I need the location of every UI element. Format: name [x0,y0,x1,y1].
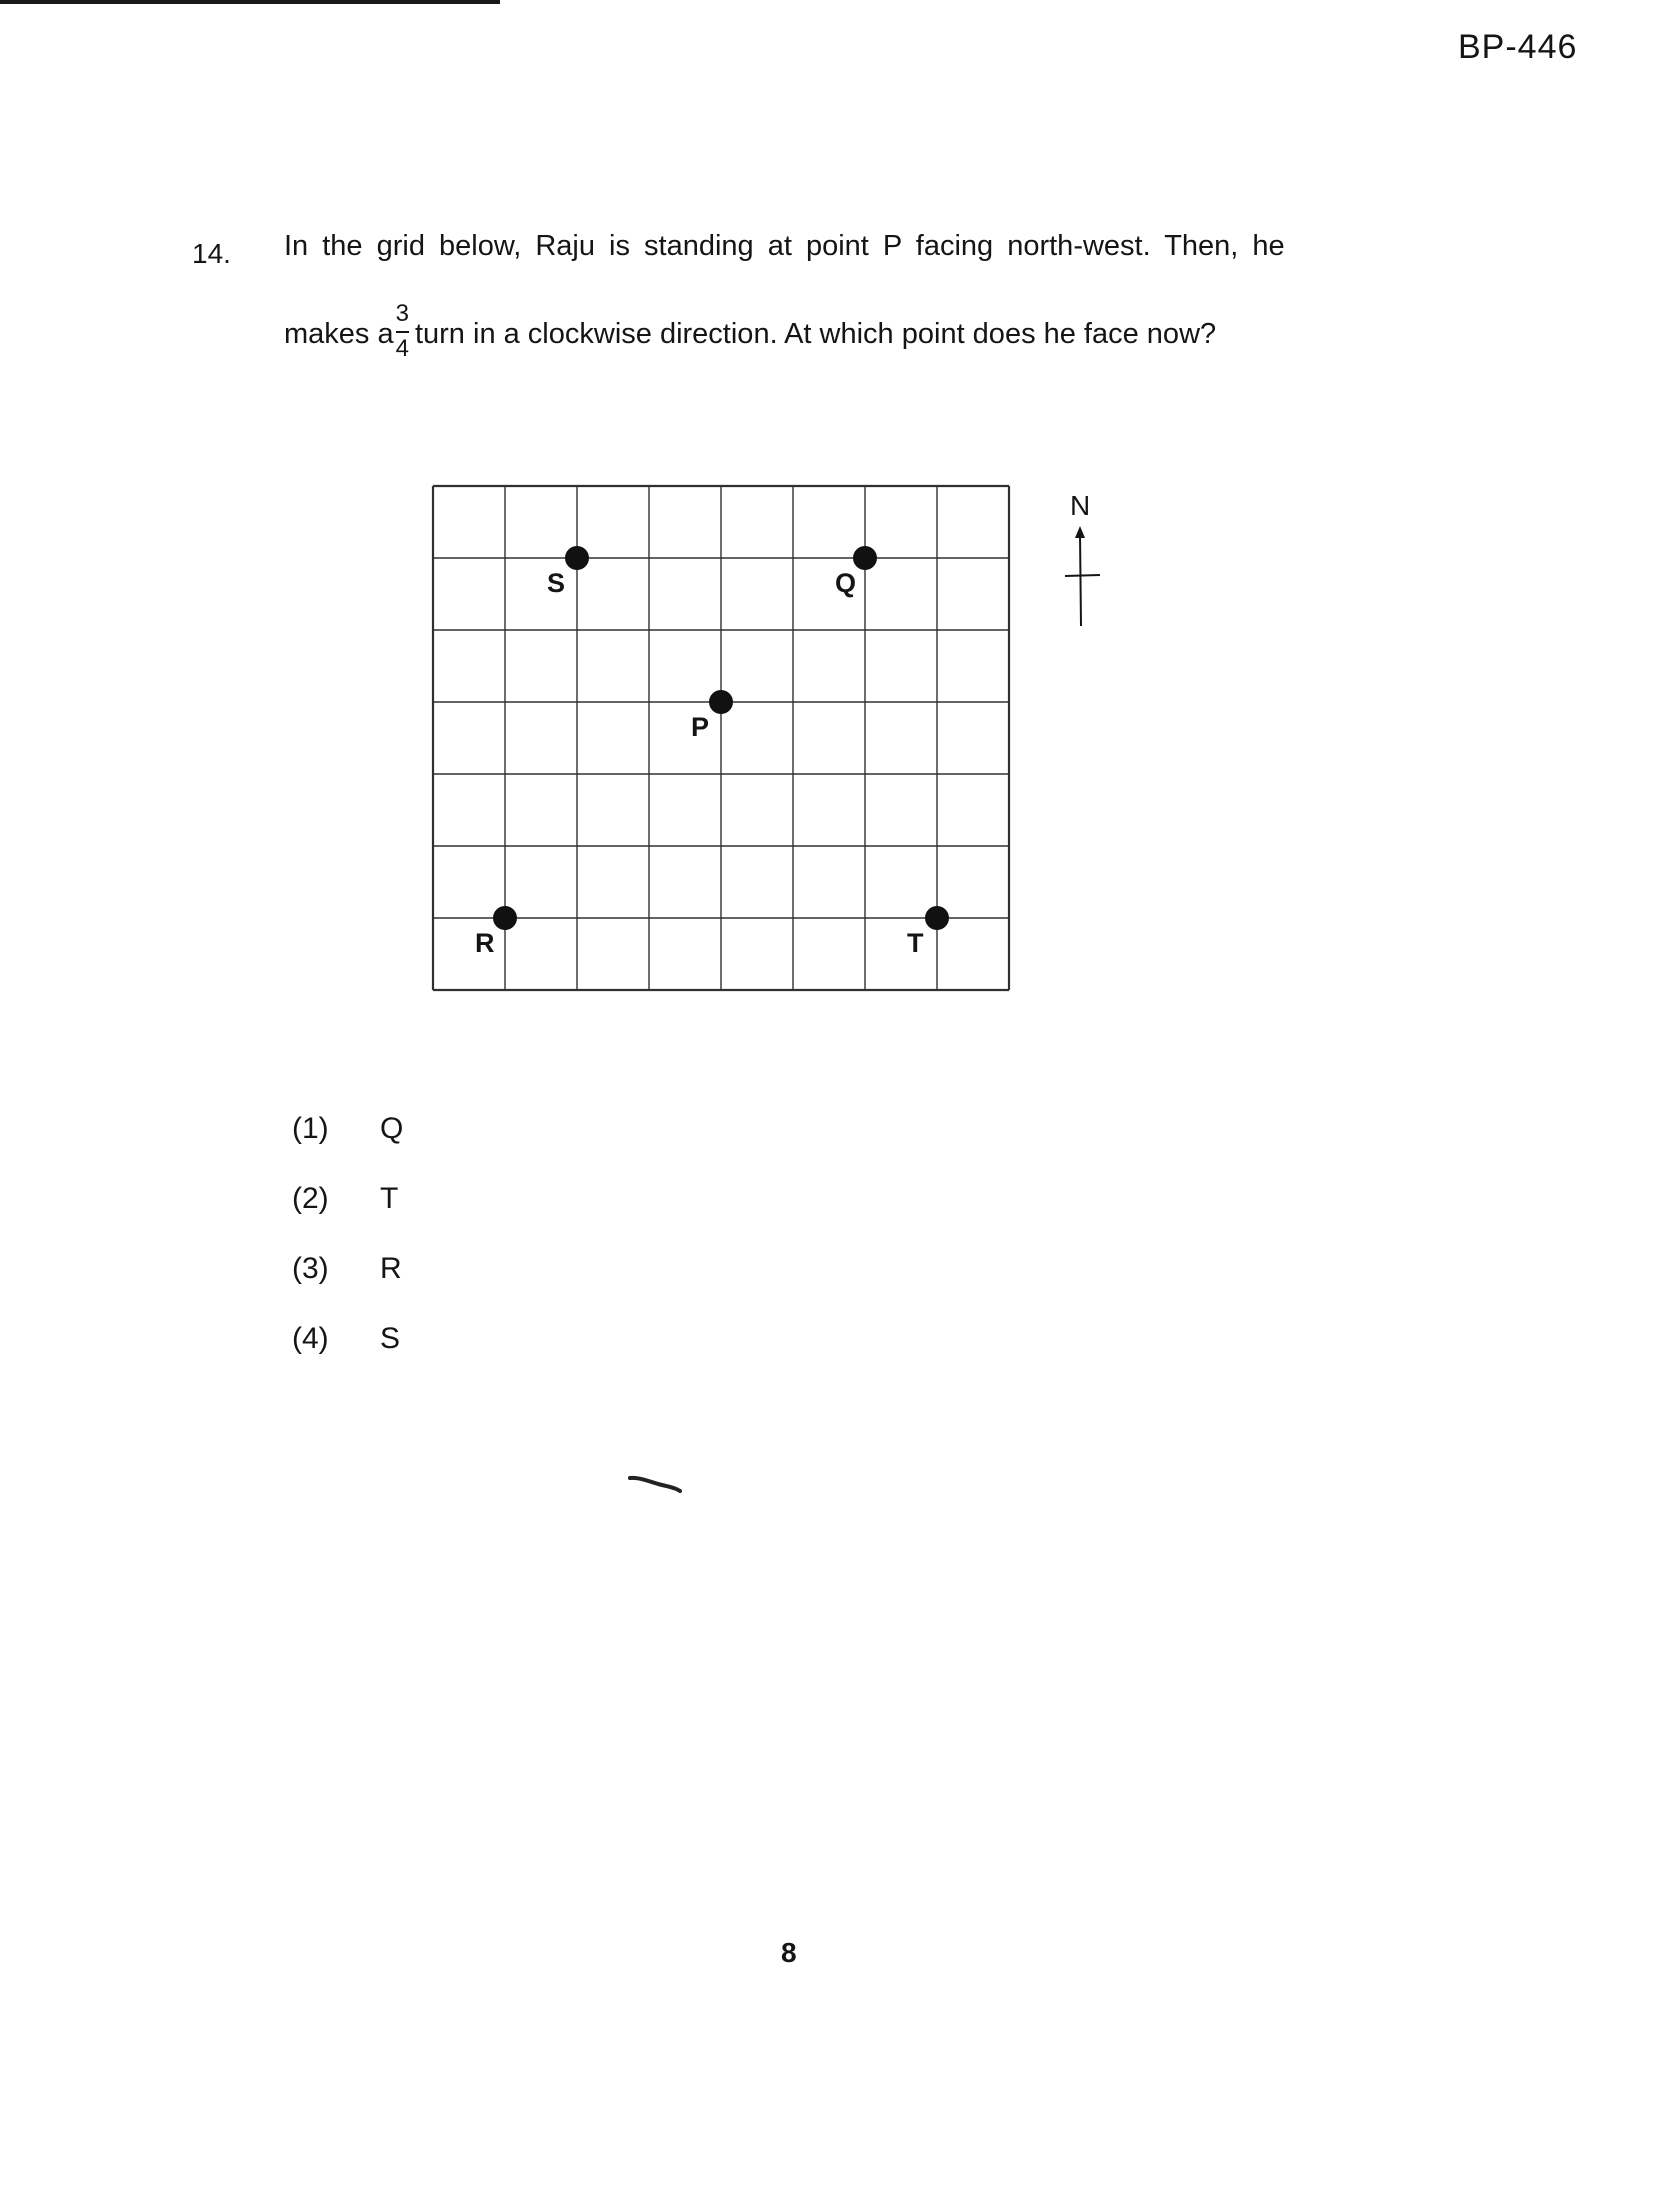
option-number: (1) [292,1112,329,1145]
compass-north-label: N [1070,490,1091,521]
grid-point-label-q: Q [835,568,857,598]
option-text: T [380,1182,399,1215]
grid-point-t [925,906,949,930]
grid-point-s [565,546,589,570]
grid-point-label-t: T [907,928,924,958]
option-text: S [380,1322,401,1355]
option-number: (4) [292,1322,329,1355]
paper-code: BP-446 [1458,28,1578,66]
option-4[interactable] [292,1322,403,1392]
option-2[interactable] [292,1182,403,1252]
direction-grid [430,480,1020,1020]
top-rule [0,0,500,4]
grid-point-q [853,546,877,570]
north-arrow-icon [1060,490,1120,640]
option-text: R [380,1252,402,1285]
fraction-three-quarters [396,302,409,361]
fraction-bar [396,331,409,333]
direction-grid-figure [430,480,1020,1020]
grid-point-label-s: S [547,568,566,598]
option-1[interactable] [292,1112,403,1182]
question-text-after-fraction: turn in a clockwise direction. At which point does he face now? [414,318,1217,351]
fraction-denominator: 4 [395,335,409,362]
grid-point-p [709,690,733,714]
stray-pen-mark [628,1472,688,1502]
page-number: 8 [781,1937,797,1968]
north-compass [1060,490,1120,640]
grid-point-label-r: R [475,928,495,958]
option-3[interactable] [292,1252,403,1322]
fraction-numerator: 3 [395,300,409,327]
option-number: (3) [292,1252,329,1285]
option-number: (2) [292,1182,329,1215]
answer-options [292,1112,403,1392]
question-text-before-fraction: makes a [284,318,394,351]
question-text-line-2 [284,300,1217,365]
option-text: Q [380,1112,404,1145]
grid-point-label-p: P [691,712,710,742]
question-number: 14. [192,238,231,269]
question-text-line-1: In the grid below, Raju is standing at point P facing north-west. Then, he [284,230,1285,262]
grid-point-r [493,906,517,930]
